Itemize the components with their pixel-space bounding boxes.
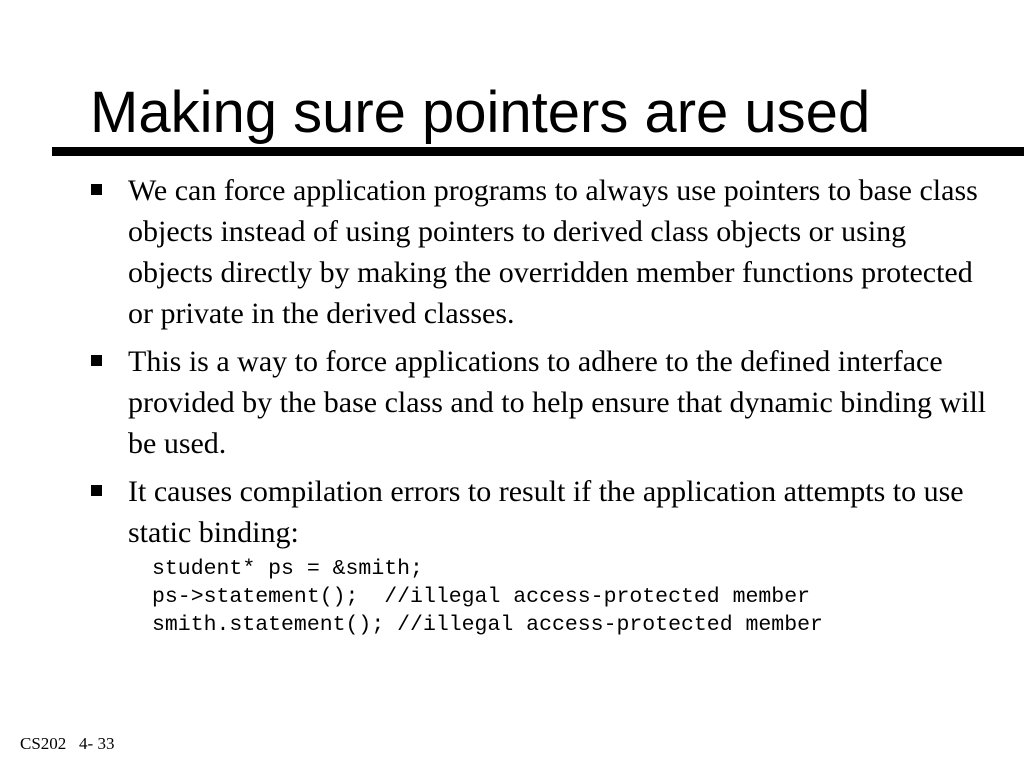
slide-title: Making sure pointers are used	[90, 80, 871, 145]
square-bullet-icon	[91, 485, 102, 496]
code-line: smith.statement(); //illegal access-protected member	[152, 613, 823, 637]
bullet-item	[90, 341, 990, 464]
code-line: ps->statement(); //illegal access-protected member	[152, 585, 811, 609]
bullet-list	[90, 170, 990, 646]
footer-page-number: 4- 33	[79, 734, 115, 753]
bullet-item	[90, 471, 990, 639]
bullet-text: This is a way to force applications to adhere to the defined interface provided by the base class and to help ensure that dynamic binding will be used.	[128, 345, 987, 460]
square-bullet-icon	[91, 184, 102, 195]
bullet-text: It causes compilation errors to result if the application attempts to use static binding:	[128, 475, 964, 549]
bullet-item	[90, 170, 990, 334]
square-bullet-icon	[91, 355, 102, 366]
title-underline-rule	[52, 147, 1024, 156]
bullet-text: We can force application programs to always use pointers to base class objects instead of using pointers to derived class objects or using objects directly by making the overridden member functions protected or private in the derived classes.	[128, 174, 978, 330]
footer-course: CS202	[20, 734, 67, 753]
code-example	[152, 555, 990, 639]
slide-footer	[20, 733, 114, 755]
code-line: student* ps = &smith;	[152, 557, 423, 581]
